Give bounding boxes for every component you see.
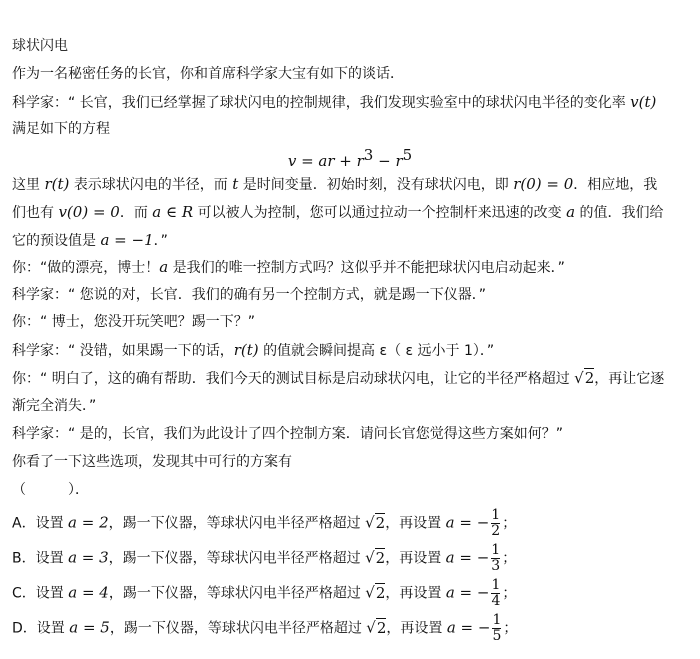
equation (0, 145, 700, 172)
explain-line-2 (12, 202, 663, 223)
math-r0: r(0) = 0 (513, 175, 574, 193)
intro-paragraph: 作为一名秘密任务的长官，你和首席科学家大宝有如下的谈话． (12, 66, 404, 82)
denominator: 2 (491, 523, 501, 539)
scientist-line-4 (12, 340, 494, 361)
text: ； (502, 550, 517, 567)
text: ，再设置 (385, 550, 442, 567)
option-label: C．设置 (12, 585, 64, 602)
text: ，踢一下仪器，等球状闪电半径严格超过 (108, 550, 361, 567)
text: ，再设置 (385, 515, 442, 532)
text: 这里 (12, 177, 40, 193)
math-a-preset: a = −1 (100, 231, 154, 249)
denominator: 4 (491, 593, 501, 609)
option-label: D．设置 (12, 620, 65, 637)
sqrt-arg: 2 (376, 618, 387, 637)
text: ，再设置 (385, 585, 442, 602)
text: 你：“ 明白了，这的确有帮助．我们今天的测试目标是启动球状闪电，让它的半径严格超过 (12, 371, 570, 387)
denominator: 3 (491, 558, 501, 574)
denominator: 5 (492, 628, 502, 644)
scientist-text: 科学家：“ 长官，我们已经掌握了球状闪电的控制规律，我们发现实验室中的球状闪电半径的变化率 (12, 95, 626, 111)
explain-line-3 (12, 230, 168, 251)
text: ； (502, 585, 517, 602)
math-a-value: a = 2 (68, 513, 109, 532)
fraction (492, 613, 501, 644)
sqrt-arg: 2 (584, 369, 595, 387)
numerator: 1 (492, 612, 502, 628)
numerator: 1 (491, 507, 501, 523)
sqrt-arg: 2 (375, 583, 386, 602)
math-a-value: a = 3 (68, 548, 109, 567)
sqrt-2: √2 (365, 548, 386, 567)
math-a-in-r: a ∈ R (152, 203, 194, 221)
sqrt-arg: 2 (375, 513, 386, 532)
sqrt-2: √2 (366, 618, 387, 637)
scientist-line-1 (12, 92, 656, 113)
option-a[interactable] (12, 508, 516, 539)
math-rt: r(t) (233, 341, 259, 359)
text: ，踢一下仪器，等球状闪电半径严格超过 (108, 515, 361, 532)
sqrt-2: √2 (365, 583, 386, 602)
text: ； (503, 620, 518, 637)
text: 它的预设值是 (12, 233, 96, 249)
text: ； (502, 515, 517, 532)
option-d[interactable] (12, 613, 517, 644)
fraction (491, 508, 500, 539)
text: ．” (153, 233, 168, 249)
exponent-3: 3 (363, 146, 374, 164)
math-a-neg: a = − (446, 618, 491, 637)
math-a-neg: a = − (445, 513, 490, 532)
text: 表示球状闪电的半径，而 (73, 177, 228, 193)
text: ，再让它逐 (594, 371, 665, 387)
sqrt-2: √2 (574, 369, 595, 387)
equation-lhs: v = ar + r (287, 152, 364, 170)
math-vt: v(t) (630, 93, 657, 111)
text: 是时间变量．初始时刻，没有球状闪电，即 (242, 177, 509, 193)
text: 的值．我们给 (579, 205, 664, 221)
explain-line-1 (12, 174, 657, 195)
you-line-4: 渐完全消失．” (12, 398, 97, 414)
numerator: 1 (491, 577, 501, 593)
text: 的值就会瞬间提高 ε（ ε 远小于 1）．” (263, 343, 495, 359)
sqrt-arg: 2 (375, 548, 386, 567)
you-line-3 (12, 368, 664, 389)
document-title: 球状闪电 (12, 38, 68, 54)
you-line-1 (12, 257, 565, 278)
text: 是我们的唯一控制方式吗？这似乎并不能把球状闪电启动起来．” (172, 260, 565, 276)
scientist-line-2: 满足如下的方程 (12, 121, 110, 137)
option-c[interactable] (12, 578, 516, 609)
scientist-line-3: 科学家：“ 您说的对，长官．我们的确有另一个控制方式，就是踢一下仪器．” (12, 287, 486, 303)
math-t: t (232, 175, 239, 193)
math-rt: r(t) (44, 175, 70, 193)
option-label: B．设置 (12, 550, 64, 567)
text: 们也有 (12, 205, 54, 221)
option-b[interactable] (12, 543, 516, 574)
text: ，再设置 (386, 620, 443, 637)
math-a-neg: a = − (445, 548, 490, 567)
text: 你：“做的漂亮，博士！ (12, 260, 160, 276)
text: 可以被人为控制，您可以通过拉动一个控制杆来迅速的改变 (197, 205, 562, 221)
fraction (491, 543, 500, 574)
text: ，踢一下仪器，等球状闪电半径严格超过 (109, 620, 362, 637)
answer-blank: （ ）． (12, 482, 89, 498)
text: 科学家：“ 没错，如果踢一下的话， (12, 343, 234, 359)
math-a: a (159, 258, 169, 276)
text: ．而 (119, 205, 148, 221)
you-line-2: 你：“ 博士，您没开玩笑吧？踢一下？” (12, 314, 255, 330)
numerator: 1 (491, 542, 501, 558)
text: ，踢一下仪器，等球状闪电半径严格超过 (108, 585, 361, 602)
scientist-line-5: 科学家：“ 是的，长官，我们为此设计了四个控制方案．请问长官您觉得这些方案如何？” (12, 426, 563, 442)
math-v0: v(0) = 0 (58, 203, 120, 221)
option-label: A．设置 (12, 515, 64, 532)
math-a: a (566, 203, 576, 221)
exponent-5: 5 (402, 146, 413, 164)
fraction (491, 578, 500, 609)
math-a-value: a = 4 (68, 583, 109, 602)
text: ．相应地，我 (573, 177, 658, 193)
sqrt-2: √2 (365, 513, 386, 532)
math-a-value: a = 5 (69, 618, 110, 637)
math-a-neg: a = − (445, 583, 490, 602)
equation-mid: − r (373, 152, 403, 170)
question-prompt: 你看了一下这些选项，发现其中可行的方案有 (12, 454, 292, 470)
